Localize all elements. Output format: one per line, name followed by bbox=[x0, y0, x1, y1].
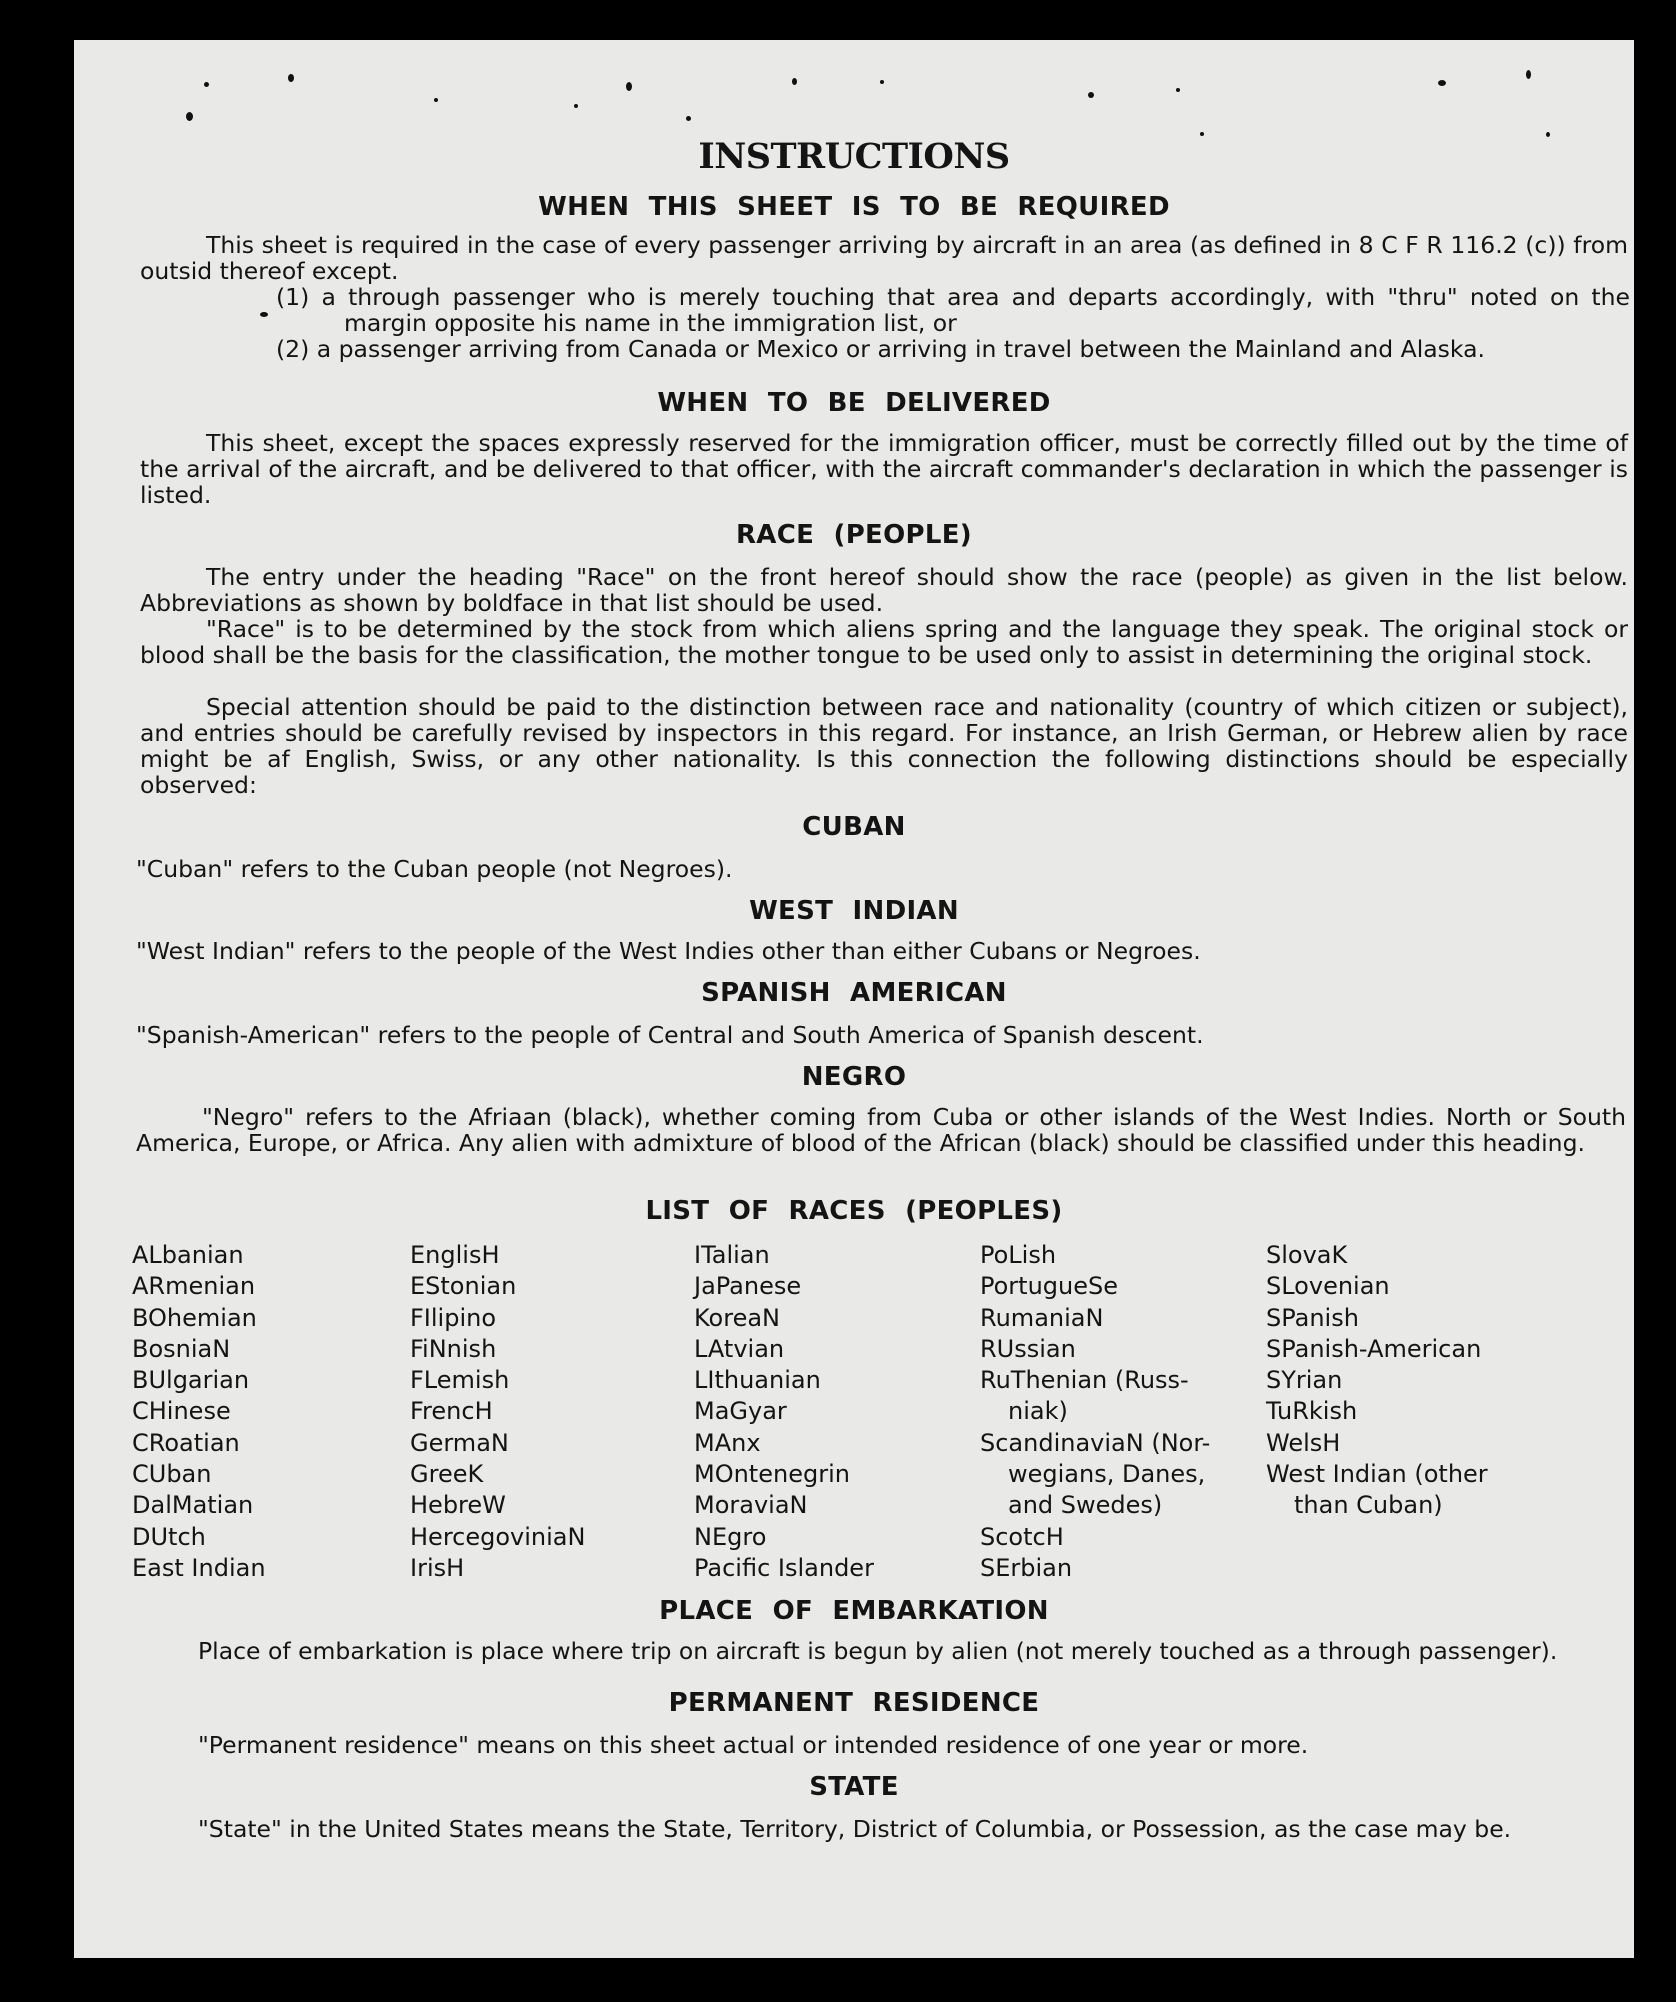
race-entry: MoraviaN bbox=[694, 1491, 808, 1520]
speck-mark bbox=[574, 104, 578, 108]
race-entry: MAnx bbox=[694, 1428, 761, 1457]
list-item-exception-1: (1) a through passenger who is merely touching that area and departs accordingly, with "thru" noted on the margin opposite his name in the immigration list, or bbox=[276, 283, 1630, 337]
speck-mark bbox=[1176, 88, 1180, 92]
speck-mark bbox=[880, 80, 884, 84]
race-entry: BOhemian bbox=[132, 1303, 257, 1332]
race-entry: TuRkish bbox=[1266, 1397, 1358, 1426]
paragraph-spanish-american: "Spanish-American" refers to the people of Central and South America of Spanish descent. bbox=[136, 1021, 1204, 1049]
race-entry: EnglisH bbox=[410, 1241, 500, 1269]
race-entry: West Indian (other bbox=[1266, 1460, 1488, 1489]
race-entry: ScotcH bbox=[980, 1522, 1064, 1551]
race-entry: RumaniaN bbox=[980, 1303, 1104, 1332]
race-entry: SPanish bbox=[1266, 1303, 1359, 1332]
paragraph-residence: "Permanent residence" means on this sheet actual or intended residence of one year or more. bbox=[198, 1731, 1309, 1759]
race-entry: Pacific Islander bbox=[694, 1553, 874, 1582]
race-entry: PoLish bbox=[980, 1241, 1057, 1269]
speck-mark bbox=[288, 74, 294, 82]
paragraph-race-1: The entry under the heading "Race" on the front hereof should show the race (people) as given in the list below. Abbreviations as shown by boldface in that list should be used. bbox=[140, 563, 1628, 617]
race-entry: ITalian bbox=[694, 1241, 770, 1269]
race-entry: FIlipino bbox=[410, 1303, 497, 1332]
speck-mark bbox=[1526, 70, 1531, 79]
list-item-exception-2: (2) a passenger arriving from Canada or Mexico or arriving in travel between the Mainland and Alaska. bbox=[276, 335, 1485, 363]
speck-mark bbox=[626, 82, 632, 91]
race-entry: FiNnish bbox=[410, 1334, 497, 1363]
race-entry-continuation: than Cuban) bbox=[1294, 1491, 1443, 1520]
section-heading-when-required: WHEN THIS SHEET IS TO BE REQUIRED bbox=[538, 192, 1170, 222]
races-column-1 bbox=[132, 1240, 266, 1584]
section-heading-when-delivered: WHEN TO BE DELIVERED bbox=[657, 388, 1051, 418]
race-entry: FLemish bbox=[410, 1366, 510, 1395]
paragraph-race-3: Special attention should be paid to the distinction between race and nationality (country of which citizen or subject), and entries should be carefully revised by inspectors in this regard. For instance, an Irish German, or Hebrew alien by race might be af English, Swiss, or any other nationality. Is this connection the following distinctions should be especially observed: bbox=[140, 693, 1628, 799]
race-entry: SLovenian bbox=[1266, 1272, 1390, 1301]
page-title: INSTRUCTIONS bbox=[698, 136, 1010, 177]
race-entry: SPanish-American bbox=[1266, 1334, 1482, 1363]
paragraph-cuban: "Cuban" refers to the Cuban people (not Negroes). bbox=[136, 855, 733, 883]
speck-mark bbox=[686, 116, 691, 121]
race-entry-continuation: niak) bbox=[1008, 1397, 1068, 1426]
section-heading-embarkation: PLACE OF EMBARKATION bbox=[659, 1596, 1049, 1626]
section-heading-residence: PERMANENT RESIDENCE bbox=[668, 1688, 1040, 1718]
paragraph-race-2: "Race" is to be determined by the stock from which aliens spring and the language they speak. The original stock or blood shall be the basis for the classification, the mother tongue to be used only to assist in determining the original stock. bbox=[140, 615, 1628, 669]
race-entry: East Indian bbox=[132, 1553, 266, 1582]
paragraph-state: "State" in the United States means the State, Territory, District of Columbia, or Possession, as the case may be. bbox=[198, 1815, 1512, 1843]
section-heading-list-of-races: LIST OF RACES (PEOPLES) bbox=[645, 1196, 1063, 1226]
races-column-3 bbox=[694, 1240, 874, 1584]
race-entry-continuation: wegians, Danes, bbox=[1008, 1460, 1206, 1489]
race-entry: SYrian bbox=[1266, 1366, 1343, 1395]
paragraph-negro: "Negro" refers to the Afriaan (black), whether coming from Cuba or other islands of the West Indies. North or South America, Europe, or Africa. Any alien with admixture of blood of the African (black) should be classified under this heading. bbox=[136, 1103, 1626, 1157]
race-entry: MOntenegrin bbox=[694, 1460, 850, 1489]
race-entry: ALbanian bbox=[132, 1241, 244, 1269]
race-entry: BUlgarian bbox=[132, 1366, 250, 1395]
race-entry: GreeK bbox=[410, 1460, 484, 1489]
race-entry: MaGyar bbox=[694, 1397, 787, 1426]
speck-mark bbox=[260, 312, 268, 317]
race-entry: NEgro bbox=[694, 1522, 767, 1551]
race-entry: DalMatian bbox=[132, 1491, 254, 1520]
race-entry: LIthuanian bbox=[694, 1366, 821, 1395]
paragraph-west-indian: "West Indian" refers to the people of the West Indies other than either Cubans or Negroes. bbox=[136, 937, 1201, 965]
section-heading-race: RACE (PEOPLE) bbox=[735, 520, 972, 550]
race-entry: SErbian bbox=[980, 1553, 1073, 1582]
speck-mark bbox=[1438, 80, 1446, 86]
speck-mark bbox=[186, 112, 193, 121]
race-entry: CRoatian bbox=[132, 1428, 240, 1457]
race-entry: BosniaN bbox=[132, 1334, 231, 1363]
section-heading-west-indian: WEST INDIAN bbox=[749, 896, 959, 926]
paragraph-embarkation: Place of embarkation is place where trip on aircraft is begun by alien (not merely touched as a through passenger). bbox=[198, 1637, 1558, 1665]
races-column-4 bbox=[980, 1240, 1210, 1584]
race-entry: RuThenian (Russ- bbox=[980, 1366, 1189, 1395]
paragraph-when-delivered: This sheet, except the spaces expressly reserved for the immigration officer, must be correctly filled out by the time of the arrival of the aircraft, and be delivered to that officer, with the aircraft commander's declaration in which the passenger is listed. bbox=[140, 429, 1628, 509]
race-entry: FrencH bbox=[410, 1397, 493, 1426]
race-entry: LAtvian bbox=[694, 1334, 785, 1363]
section-heading-negro: NEGRO bbox=[801, 1062, 907, 1092]
race-entry: CUban bbox=[132, 1460, 212, 1489]
race-entry: SlovaK bbox=[1266, 1241, 1348, 1269]
race-entry: HebreW bbox=[410, 1491, 506, 1520]
section-heading-state: STATE bbox=[809, 1772, 899, 1802]
speck-mark bbox=[204, 82, 209, 87]
race-entry: HercegoviniaN bbox=[410, 1522, 586, 1551]
paragraph-when-required-intro: This sheet is required in the case of every passenger arriving by aircraft in an area (as defined in 8 C F R 116.2 (c)) from outsid thereof except. bbox=[140, 231, 1628, 285]
race-entry: CHinese bbox=[132, 1397, 231, 1426]
race-entry: DUtch bbox=[132, 1522, 206, 1551]
speck-mark bbox=[434, 98, 438, 102]
race-entry: ARmenian bbox=[132, 1272, 256, 1301]
document-page bbox=[74, 40, 1634, 1958]
races-column-5 bbox=[1266, 1240, 1488, 1522]
race-entry: EStonian bbox=[410, 1272, 517, 1301]
race-entry: PortugueSe bbox=[980, 1272, 1118, 1301]
race-entry: RUssian bbox=[980, 1334, 1076, 1363]
race-entry: ScandinaviaN (Nor- bbox=[980, 1428, 1211, 1457]
race-entry: KoreaN bbox=[694, 1303, 780, 1332]
race-entry: WelsH bbox=[1266, 1428, 1341, 1457]
speck-mark bbox=[1088, 92, 1094, 98]
race-entry: IrisH bbox=[410, 1553, 465, 1582]
section-heading-cuban: CUBAN bbox=[802, 812, 906, 842]
speck-mark bbox=[792, 78, 797, 85]
race-entry-continuation: and Swedes) bbox=[1008, 1491, 1163, 1520]
races-column-2 bbox=[410, 1240, 585, 1584]
race-entry: GermaN bbox=[410, 1428, 509, 1457]
section-heading-spanish-american: SPANISH AMERICAN bbox=[701, 978, 1007, 1008]
race-entry: JaPanese bbox=[694, 1272, 802, 1301]
